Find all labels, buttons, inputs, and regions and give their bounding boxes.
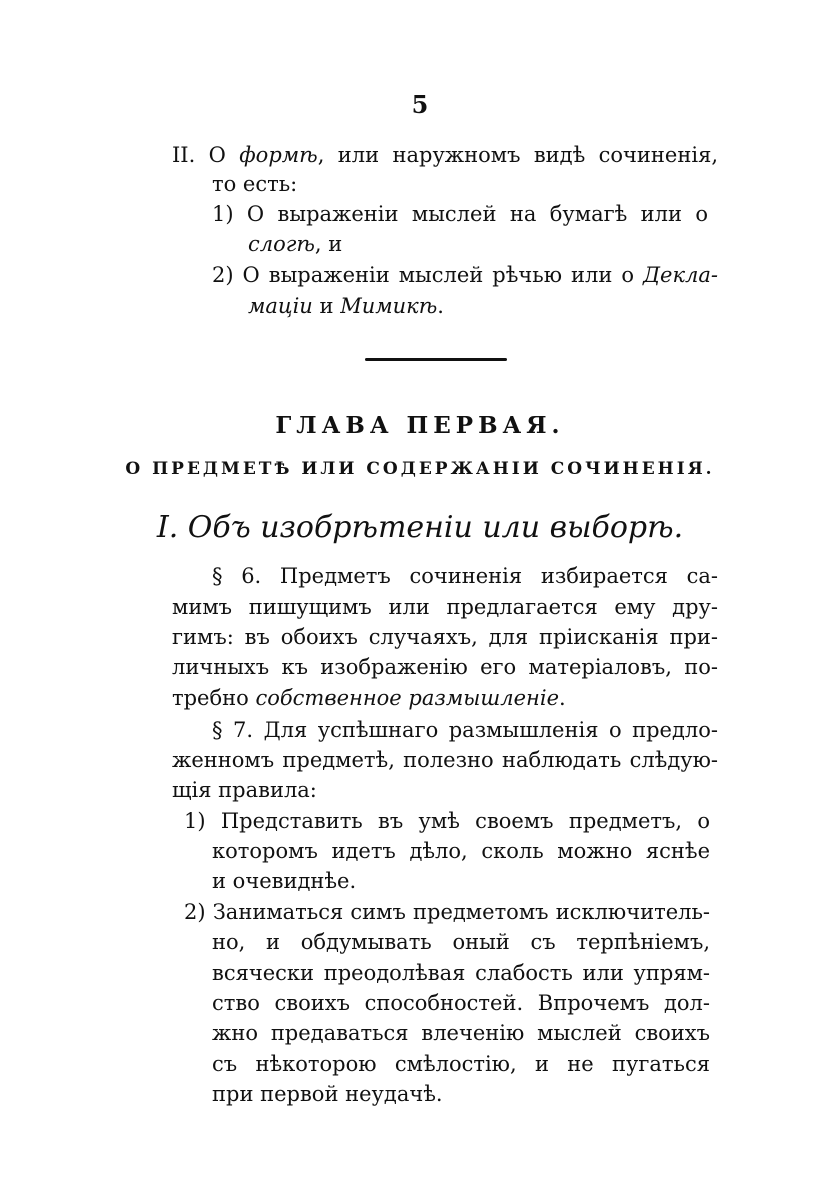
rule1-line-1: 1) Представить въ умѣ своемъ предметъ, о [184,809,710,833]
outline-ii-rest: , или наружномъ видѣ сочиненія, [317,143,718,167]
outline-sub2-and: и [312,294,341,318]
rule2-line-1: 2) Заниматься симъ предметомъ исключитель- [184,900,710,924]
rule1-line-3: и очевиднѣе. [212,869,357,893]
outline-ii-form: формѣ [239,143,318,167]
page-number: 5 [411,90,429,119]
outline-ii-prefix: II. О [172,143,240,167]
rule2-line-7: при первой неудачѣ. [212,1082,443,1106]
rule2-line-4: ство своихъ способностей. Впрочемъ дол- [212,991,710,1015]
chapter-title: ГЛАВА ПЕРВАЯ. [275,412,565,439]
rule2-line-5: жно предаваться влеченію мыслей своихъ [212,1021,710,1045]
outline-sub2-declamation-end: маціи [248,294,313,318]
outline-ii-line-1 [172,142,718,168]
chapter-subtitle: О ПРЕДМЕТѢ ИЛИ СОДЕРЖАНІИ СОЧИНЕНІЯ. [125,459,715,479]
p6-line-4: личныхъ къ изображенію его матеріаловъ, по- [172,655,718,679]
outline-sub2-mimicry: Мимикѣ [340,294,438,318]
p6-line-5 [172,685,566,711]
section-heading: I. Объ изобрѣтеніи или выборѣ. [156,510,684,545]
p6-line-2: мимъ пишущимъ или предлагается ему дру- [172,595,718,619]
rule2-line-6: съ нѣкоторою смѣлостію, и не пугаться [212,1052,710,1076]
p6-line-5-a: требно [172,686,256,710]
outline-sub2-line-1 [212,262,718,288]
rule1-line-2: которомъ идетъ дѣло, сколь можно яснѣе [212,839,710,863]
p7-line-1: § 7. Для успѣшнаго размышленія о предло- [212,718,718,742]
outline-sub2-declamation: Декла- [642,263,718,287]
outline-sub1-line-1: 1) О выраженіи мыслей на бумагѣ или о [212,202,708,226]
p7-line-2: женномъ предметѣ, полезно наблюдать слѣдую- [172,748,718,772]
rule2-line-2: но, и обдумывать оный съ терпѣніемъ, [212,930,710,954]
outline-sub1-style: слогѣ [248,232,315,256]
p7-line-3: щія правила: [172,778,317,802]
outline-sub2-line-2 [248,293,444,319]
outline-ii-line-2: то есть: [212,172,298,196]
outline-sub1-line-2 [248,231,342,257]
divider-rule [365,358,507,361]
outline-sub1-and: , и [314,232,343,256]
outline-sub2-period: . [437,294,444,318]
p6-line-5-c: . [559,686,566,710]
rule2-line-3: всячески преодолѣвая слабость или упрям- [212,961,710,985]
outline-sub2-prefix: 2) О выраженіи мыслей рѣчью или о [212,263,643,287]
p6-line-1: § 6. Предметъ сочиненія избирается са- [212,564,718,588]
p6-own-reflection: собственное размышленіе [255,686,560,710]
p6-line-3: гимъ: въ обоихъ случаяхъ, для пріисканія при- [172,625,718,649]
